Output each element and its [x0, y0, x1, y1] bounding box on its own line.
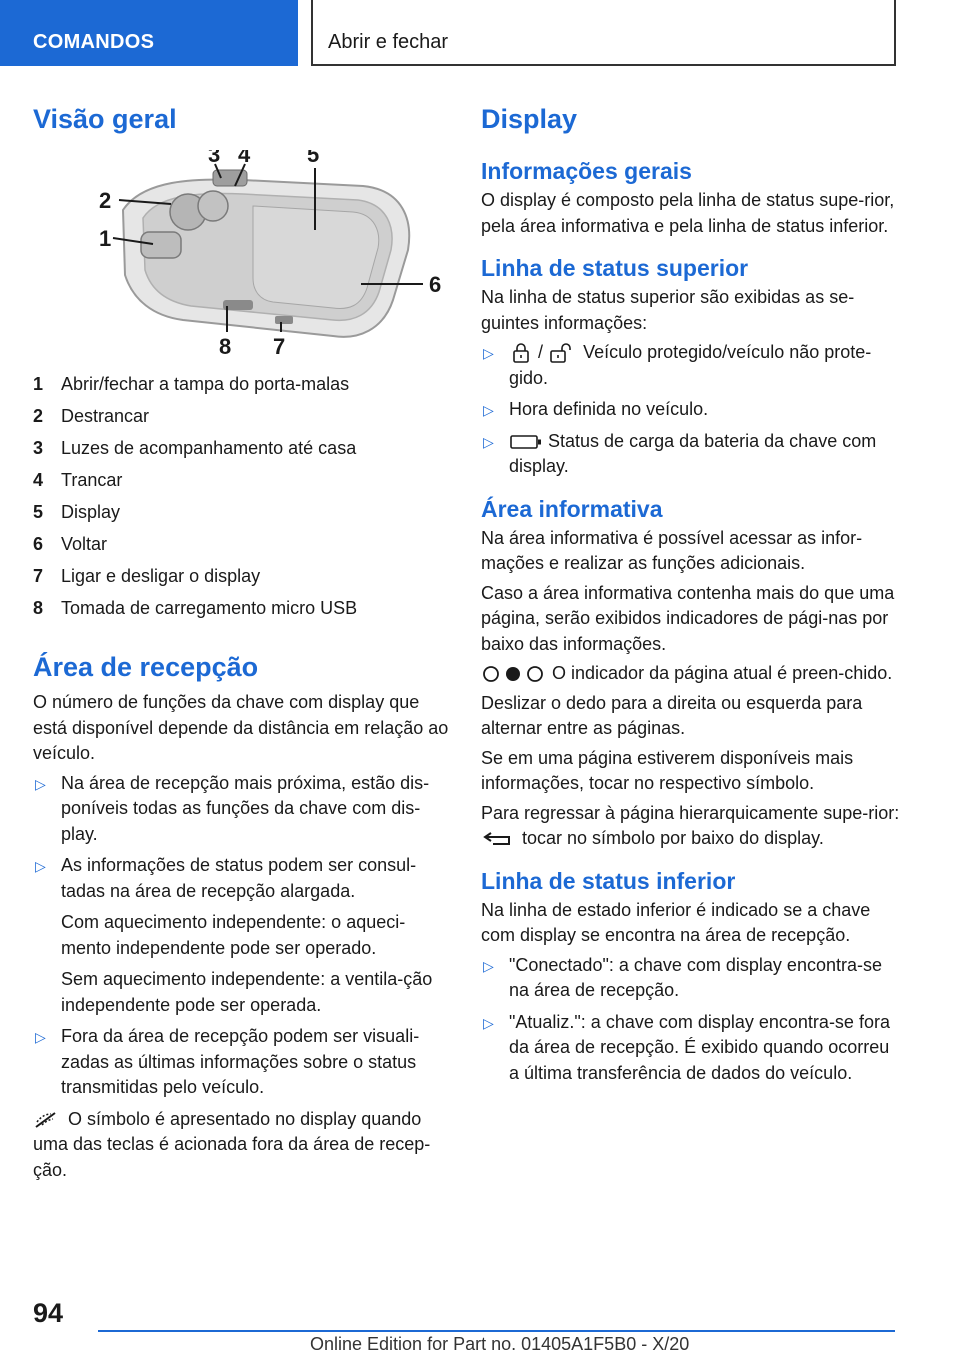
overview-heading: Visão geral — [33, 104, 177, 134]
lock-open-icon — [548, 342, 578, 364]
reception-bullets — [33, 771, 453, 1101]
footer-edition: Online Edition for Part no. 01405A1F5B0 - X/20 — [310, 1334, 690, 1354]
symbol-note: O símbolo é apresentado no display quando uma das teclas é acionada fora da área de recep-ção. — [33, 1108, 431, 1180]
figure-label-5: 5 — [307, 150, 320, 167]
triangle-bullet-icon: ▷ — [35, 775, 46, 792]
triangle-bullet-icon: ▷ — [483, 1014, 494, 1031]
list-item: ▷ "Conectado": a chave com display encontra-se na área de recepção. — [483, 954, 882, 1000]
page-indicator-note: O indicador da página atual é preen-chido. — [481, 661, 901, 687]
lower-status-intro: Na linha de estado inferior é indicado se a chave com display se encontra na área de recepção. — [481, 899, 871, 945]
list-item: ▷ Hora definida no veículo. — [481, 397, 901, 423]
general-info-heading: Informações gerais — [481, 158, 692, 184]
upper-status-bullets — [481, 340, 901, 480]
reception-intro: O número de funções da chave com display que está disponível depende da distância em relação ao veículo. — [33, 692, 449, 763]
battery-icon — [509, 433, 543, 451]
display-heading: Display — [481, 104, 578, 134]
reception-heading: Área de recepção — [33, 652, 259, 682]
right-column — [481, 96, 901, 1092]
list-item: ▷ As informações de status podem ser consul-tadas na área de recepção alargada. Com aquecimento independente: o aqueci-mento independente pode ser operado. Sem aquecimento independente: a ventila-ção independente pode ser operada. — [33, 853, 453, 1018]
figure-label-6: 6 — [429, 272, 442, 297]
left-column — [33, 96, 453, 1187]
list-item: 8 Tomada de carregamento micro USB — [33, 598, 358, 618]
general-info-text: O display é composto pela linha de status supe-rior, pela área informativa e pela linha de status inferior. — [481, 190, 895, 236]
key-legend-list — [33, 368, 453, 624]
bullet-continuation: Sem aquecimento independente: a ventila-ção independente pode ser operada. — [61, 969, 433, 1015]
figure-label-7: 7 — [273, 334, 286, 359]
info-area-text-1: Na área informativa é possível acessar as infor-mações e realizar as funções adicionais. — [481, 527, 863, 573]
info-area-heading: Área informativa — [481, 495, 663, 522]
list-item: 5 Display — [33, 502, 121, 522]
figure-label-3: 3 — [208, 150, 221, 167]
info-area-text-2: Caso a área informativa contenha mais do que uma página, serão exibidos indicadores de pági-nas por baixo das informações. — [481, 582, 895, 654]
upper-status-intro: Na linha de status superior são exibidas as se-guintes informações: — [481, 287, 855, 333]
chapter-title: Abrir e fechar — [311, 0, 896, 66]
bullet-continuation: Com aquecimento independente: o aqueci-mento independente pode ser operado. — [61, 912, 406, 958]
back-note: Para regressar à página hierarquicamente supe-rior: tocar no símbolo por baixo do display. — [481, 802, 900, 848]
page-indicator-dots-icon — [481, 664, 547, 684]
info-area-text-4: Deslizar o dedo para a direita ou esquerda para alternar entre as páginas. — [481, 692, 863, 738]
triangle-bullet-icon: ▷ — [35, 858, 46, 874]
figure-label-8: 8 — [219, 334, 232, 359]
figure-label-1: 1 — [99, 226, 112, 251]
triangle-bullet-icon: ▷ — [483, 433, 494, 450]
lower-status-bullets — [481, 953, 901, 1087]
list-item: ▷ Status de carga da bateria da chave com display. — [483, 430, 877, 476]
section-tab: COMANDOS — [0, 0, 298, 66]
display-key-illustration — [63, 150, 453, 360]
figure-label-2: 2 — [99, 188, 112, 213]
list-item: 4 Trancar — [33, 470, 123, 490]
upper-status-heading: Linha de status superior — [481, 255, 749, 281]
triangle-bullet-icon: ▷ — [35, 1029, 46, 1045]
list-item: 2 Destrancar — [33, 406, 150, 426]
triangle-bullet-icon: ▷ — [483, 345, 494, 361]
triangle-bullet-icon: ▷ — [483, 957, 494, 974]
back-arrow-icon — [481, 830, 517, 848]
list-item: 6 Voltar — [33, 534, 108, 554]
lock-closed-icon — [509, 342, 533, 364]
key-diagram — [63, 150, 453, 360]
list-item: ▷ "Atualiz.": a chave com display encontra-se fora da área de recepção. É exibido quando ocorreu a última transferência de dados do veículo. — [483, 1011, 890, 1083]
lower-status-heading: Linha de status inferior — [481, 867, 736, 894]
list-item: 3 Luzes de acompanhamento até casa — [33, 438, 357, 458]
list-item: ▷ Na área de recepção mais próxima, estão dis-poníveis todas as funções da chave com dis-play. — [35, 772, 430, 844]
figure-label-4: 4 — [238, 150, 251, 167]
page-number: 94 — [33, 1298, 64, 1328]
info-area-text-5: Se em uma página estiverem disponíveis mais informações, tocar no respectivo símbolo. — [481, 747, 854, 793]
page-header — [0, 0, 960, 66]
footer-rule — [98, 1330, 895, 1332]
out-of-range-icon — [33, 1110, 63, 1130]
triangle-bullet-icon: ▷ — [483, 402, 494, 418]
list-item: ▷ Fora da área de recepção podem ser visuali-zadas as últimas informações sobre o status transmitidas pelo veículo. — [35, 1026, 420, 1097]
list-item: ▷ / Veículo protegido/veículo não prote-gido. — [483, 342, 872, 388]
list-item: 7 Ligar e desligar o display — [33, 566, 261, 586]
list-item: 1 Abrir/fechar a tampa do porta-malas — [33, 374, 350, 394]
